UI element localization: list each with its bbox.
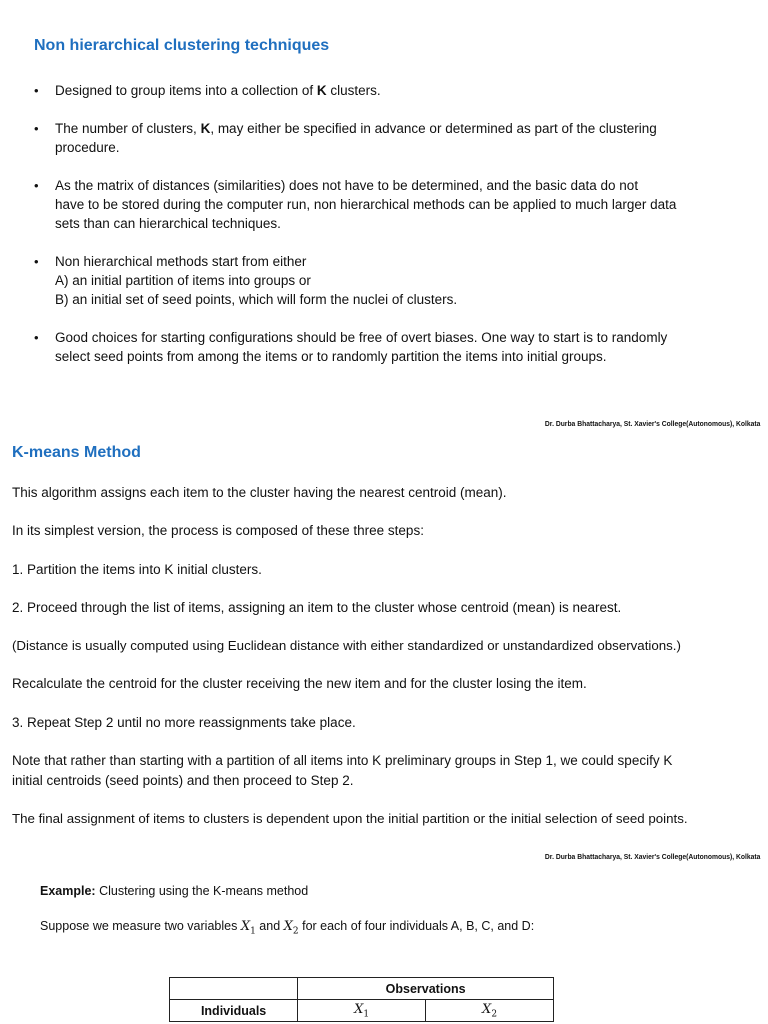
- example-text: Clustering using the K-means method: [99, 884, 309, 898]
- credit-footer: Dr. Durba Bhattacharya, St. Xavier's College(Autonomous), Kolkata: [544, 852, 760, 861]
- bullet-glyph: •: [34, 178, 39, 193]
- paragraph: 2. Proceed through the list of items, assigning an item to the cluster whose centroid (mean) is nearest.: [12, 599, 622, 615]
- observations-header: Observations: [298, 978, 554, 1000]
- paragraph: (Distance is usually computed using Euclidean distance with either standardized or unstandardized observations.): [12, 638, 681, 654]
- paragraph: 3. Repeat Step 2 until no more reassignments take place.: [12, 714, 356, 730]
- bullet-item: • Good choices for starting configurations should be free of overt biases. One way to start is to randomly select seed points from among the items or to randomly partition the items into initial groups.: [34, 330, 668, 364]
- individuals-header: Individuals: [170, 1000, 298, 1022]
- table-header-row: [170, 1000, 554, 1022]
- table-header-row: [170, 978, 554, 1000]
- paragraph: 1. Partition the items into K initial clusters.: [12, 561, 262, 577]
- x2-header: $X_2$: [426, 1000, 554, 1022]
- observations-table: [169, 977, 554, 1022]
- var-x2: $X_2$: [283, 919, 299, 937]
- kmeans-title: K-means Method: [12, 444, 141, 461]
- bullet-item: • The number of clusters, K, may either be specified in advance or determined as part of the clustering procedure.: [34, 121, 657, 155]
- bullet-glyph: •: [34, 254, 39, 269]
- example-heading: [40, 884, 308, 898]
- paragraph: This algorithm assigns each item to the cluster having the nearest centroid (mean).: [12, 485, 507, 500]
- bullet-item: • As the matrix of distances (similarities) does not have to be determined, and the basic data do not have to be stored during the computer run, non hierarchical methods can be applied to much larger data sets than can hierarchical techniques.: [34, 178, 677, 231]
- paragraph: In its simplest version, the process is composed of these three steps:: [12, 523, 424, 539]
- example-description: Suppose we measure two variables $X_1$ and $X_2$ for each of four individuals A, B, C, and D:: [40, 919, 535, 937]
- x1-header: $X_1$: [298, 1000, 426, 1022]
- example-label: Example:: [40, 884, 96, 898]
- section-title: Non hierarchical clustering techniques: [34, 37, 330, 54]
- paragraph: Note that rather than starting with a partition of all items into K preliminary groups in Step 1, we could specify K initial centroids (seed points) and then proceed to Step 2.: [12, 753, 673, 788]
- credit-footer: Dr. Durba Bhattacharya, St. Xavier's College(Autonomous), Kolkata: [544, 419, 760, 428]
- bullet-list: [34, 81, 744, 385]
- var-x1: $X_1$: [240, 919, 256, 937]
- bullet-item: • Designed to group items into a collection of K clusters.: [34, 83, 381, 98]
- bullet-glyph: •: [34, 83, 39, 98]
- bullet-item: • Non hierarchical methods start from either A) an initial partition of items into groups or B) an initial set of seed points, which will form the nuclei of clusters.: [34, 254, 458, 307]
- bullet-glyph: •: [34, 121, 39, 136]
- slide-non-hierarchical: [0, 0, 768, 435]
- paragraph: The final assignment of items to clusters is dependent upon the initial partition or the initial selection of seed points.: [12, 810, 688, 826]
- kmeans-body: [12, 483, 768, 828]
- bullet-glyph: •: [34, 330, 39, 345]
- paragraph: Recalculate the centroid for the cluster receiving the new item and for the cluster losing the item.: [12, 676, 587, 692]
